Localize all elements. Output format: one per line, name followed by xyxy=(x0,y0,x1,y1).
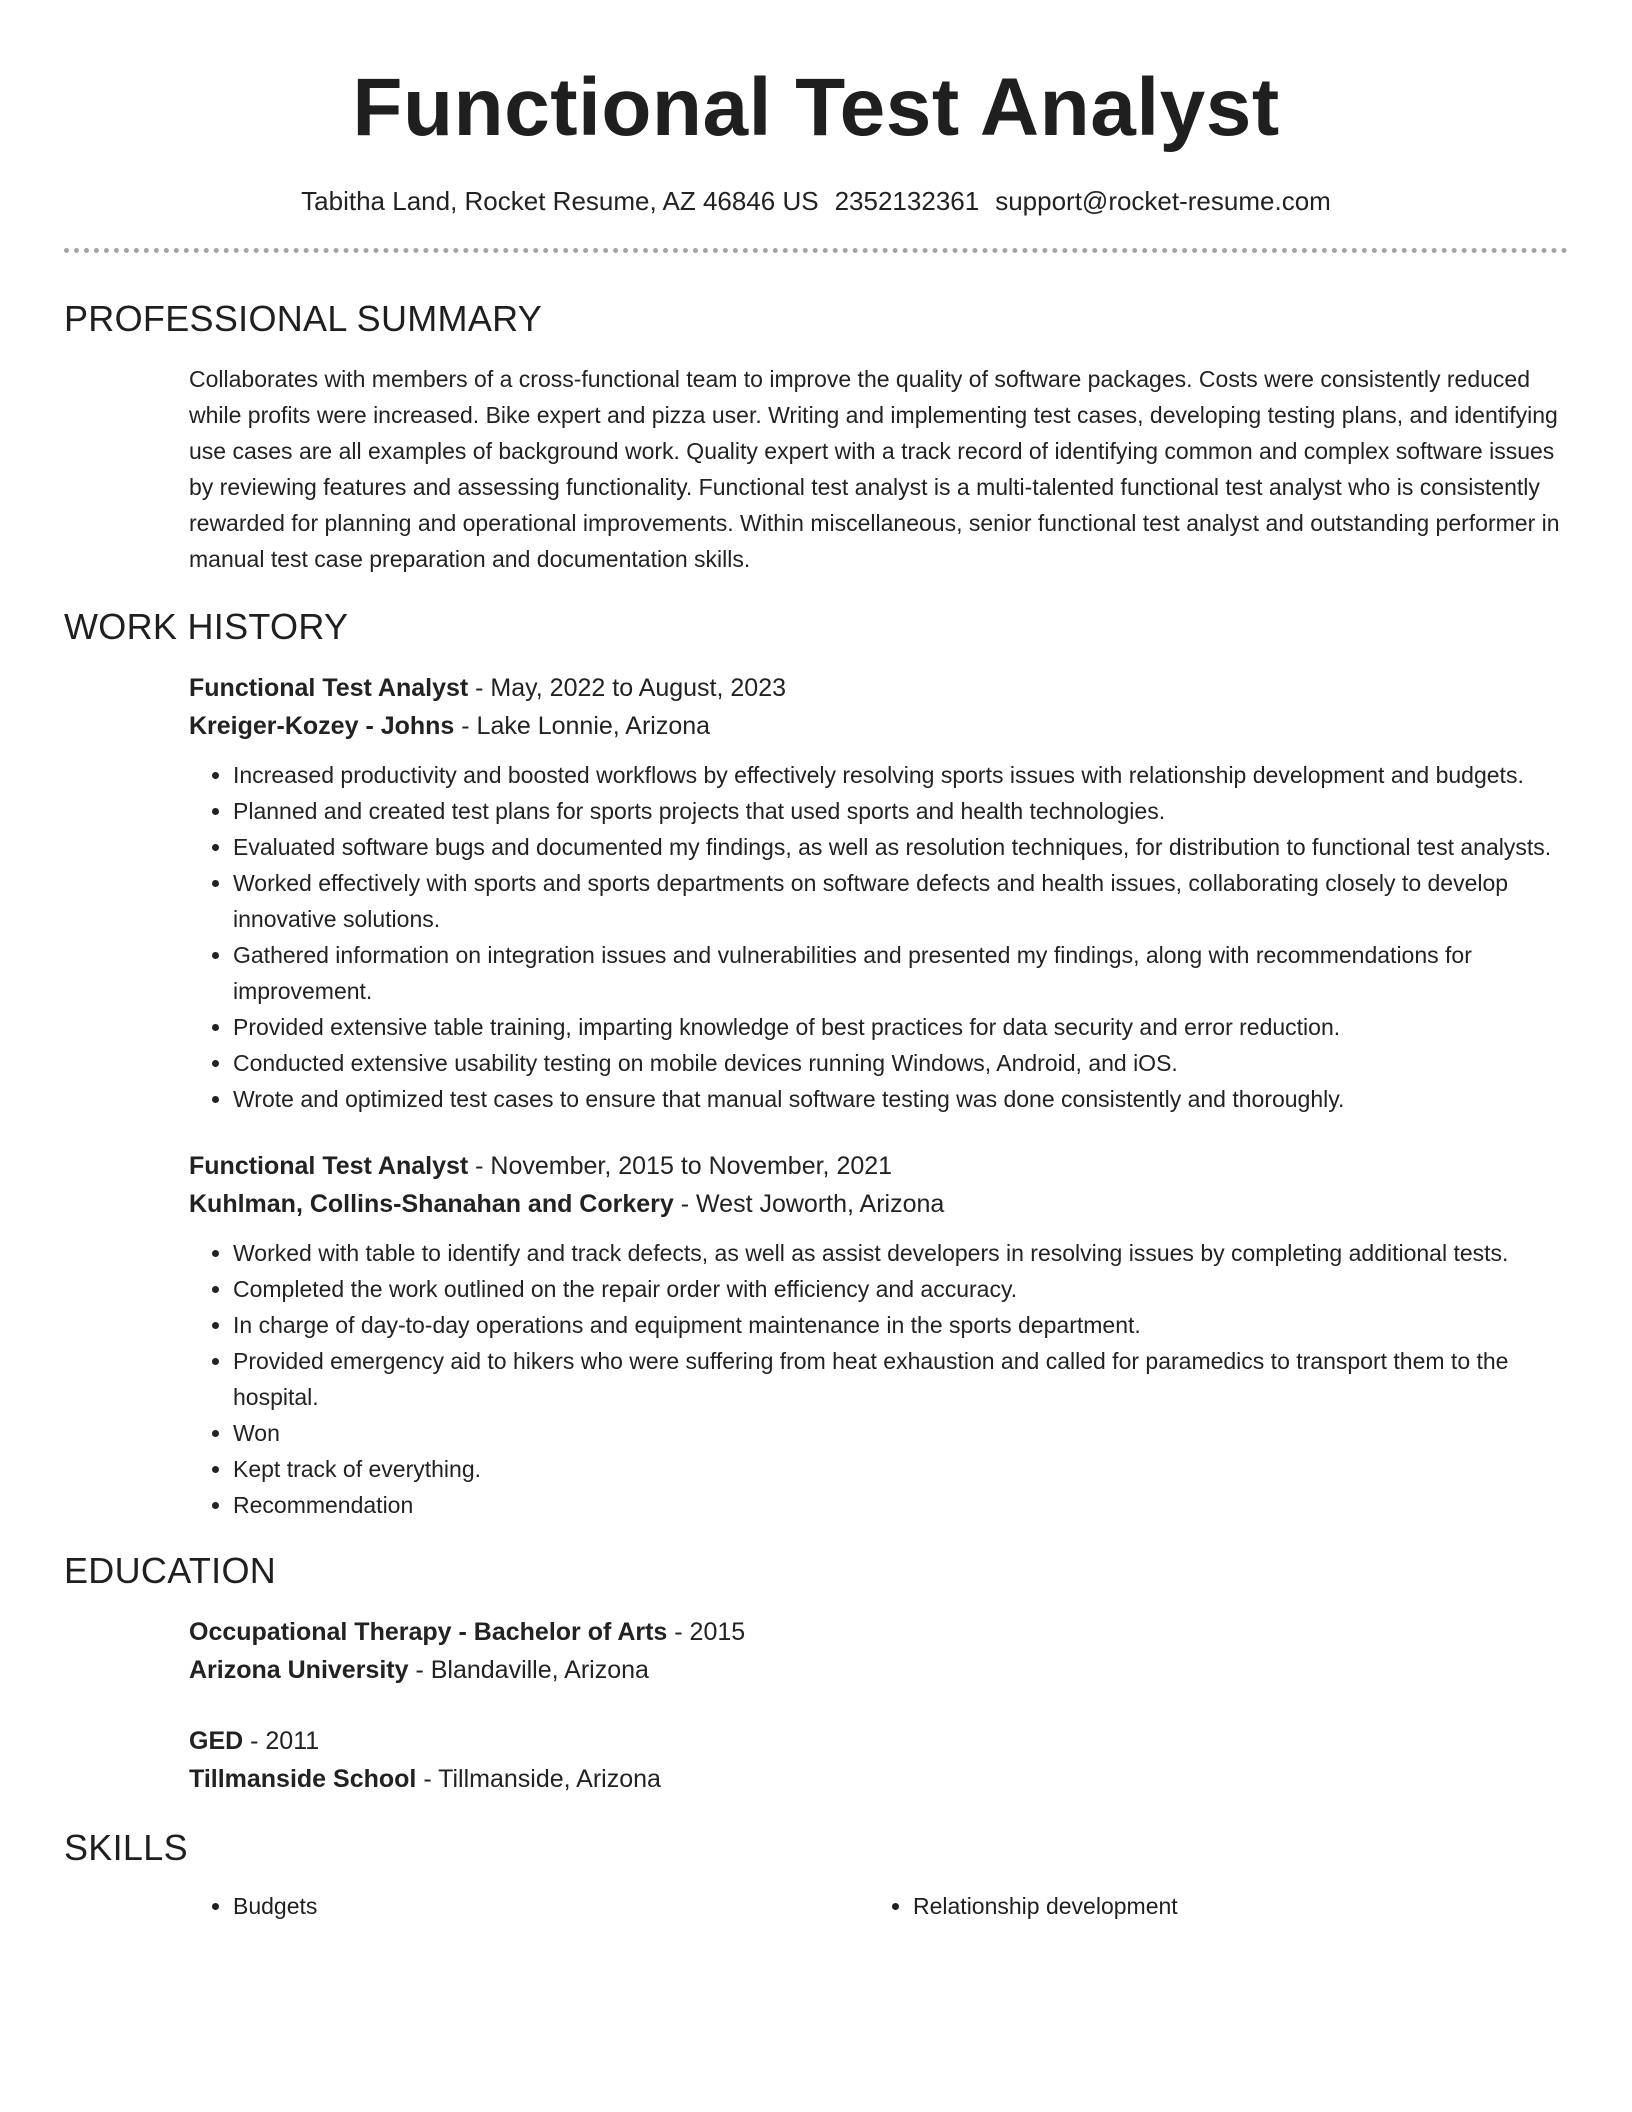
job-bullet: • Planned and created test plans for sports projects that used sports and health technologies. xyxy=(233,793,1568,829)
skills-column xyxy=(869,1888,1549,1924)
job-company-line xyxy=(189,1185,1568,1223)
contact-address: Tabitha Land, Rocket Resume, AZ 46846 US xyxy=(301,186,819,216)
skill-item: • Relationship development xyxy=(913,1888,1549,1924)
job-bullet: • Wrote and optimized test cases to ensure that manual software testing was done consistently and thoroughly. xyxy=(233,1081,1568,1117)
contact-email[interactable]: support@rocket-resume.com xyxy=(995,186,1331,216)
job-bullets xyxy=(189,1235,1568,1523)
job-dates: - May, 2022 to August, 2023 xyxy=(468,674,787,702)
job-bullet: • Worked effectively with sports and sports departments on software defects and health issues, collaborating closely to develop innovative solutions. xyxy=(233,865,1568,937)
education-school: Tillmanside School xyxy=(189,1765,417,1793)
job-title-line xyxy=(189,669,1568,707)
skills-column xyxy=(189,1888,869,1924)
education-degree-line xyxy=(189,1613,1568,1651)
contact-phone: 2352132361 xyxy=(834,186,980,216)
job-bullet: • Completed the work outlined on the repair order with efficiency and accuracy. xyxy=(233,1271,1568,1307)
job-bullet: • Recommendation xyxy=(233,1487,1568,1523)
education-year: - 2011 xyxy=(243,1727,320,1755)
job-bullet: • Increased productivity and boosted workflows by effectively resolving sports issues with relationship development and budgets. xyxy=(233,757,1568,793)
job-entry xyxy=(189,1147,1568,1523)
education-entry xyxy=(189,1613,1568,1689)
job-title: Functional Test Analyst xyxy=(189,674,469,702)
section-heading-work-history: WORK HISTORY xyxy=(64,606,349,647)
job-company: Kuhlman, Collins-Shanahan and Corkery xyxy=(189,1190,674,1218)
education-degree: Occupational Therapy - Bachelor of Arts xyxy=(189,1618,668,1646)
job-location: - West Joworth, Arizona xyxy=(673,1190,945,1218)
skills-list xyxy=(189,1888,1568,1924)
summary-text: Collaborates with members of a cross-functional team to improve the quality of software packages. Costs were consistently reduced while profits were increased. Bike expert and pizza user. Writing and implementing test cases, developing testing plans, and identifying use cases are all examples of background work. Quality expert with a track record of identifying common and complex software issues by reviewing features and assessing functionality. Functional test analyst is a multi-talented functional test analyst who is consistently rewarded for planning and operational improvements. Within miscellaneous, senior functional test analyst and outstanding performer in manual test case preparation and documentation skills. xyxy=(189,366,1560,572)
section-heading-skills: SKILLS xyxy=(64,1827,188,1868)
job-bullet: • Kept track of everything. xyxy=(233,1451,1568,1487)
job-bullet: • Provided extensive table training, imparting knowledge of best practices for data security and error reduction. xyxy=(233,1009,1568,1045)
education-entry xyxy=(189,1722,1568,1798)
resume-page xyxy=(64,0,1568,1924)
education-school-line xyxy=(189,1760,1568,1798)
job-bullet: • Conducted extensive usability testing on mobile devices running Windows, Android, and iOS. xyxy=(233,1045,1568,1081)
job-company-line xyxy=(189,707,1568,745)
resume-title: Functional Test Analyst xyxy=(352,62,1280,153)
job-location: - Lake Lonnie, Arizona xyxy=(454,712,711,740)
summary-block xyxy=(189,361,1568,577)
job-bullet: • Provided emergency aid to hikers who were suffering from heat exhaustion and called for paramedics to transport them to the hospital. xyxy=(233,1343,1568,1415)
education-degree-line xyxy=(189,1722,1568,1760)
education-degree: GED xyxy=(189,1727,244,1755)
job-title: Functional Test Analyst xyxy=(189,1152,469,1180)
job-company: Kreiger-Kozey - Johns xyxy=(189,712,455,740)
education-year: - 2015 xyxy=(667,1618,746,1646)
education-school: Arizona University xyxy=(189,1656,409,1684)
job-bullets xyxy=(189,757,1568,1117)
job-entry xyxy=(189,669,1568,1117)
section-heading-summary: PROFESSIONAL SUMMARY xyxy=(64,298,543,339)
job-dates: - November, 2015 to November, 2021 xyxy=(468,1152,893,1180)
job-title-line xyxy=(189,1147,1568,1185)
job-bullet: • Won xyxy=(233,1415,1568,1451)
job-bullet: • Gathered information on integration issues and vulnerabilities and presented my findings, along with recommendations for improvement. xyxy=(233,937,1568,1009)
job-bullet: • Evaluated software bugs and documented my findings, as well as resolution techniques, for distribution to functional test analysts. xyxy=(233,829,1568,865)
header-divider xyxy=(64,248,1568,253)
education-school-line xyxy=(189,1651,1568,1689)
section-heading-education: EDUCATION xyxy=(64,1550,277,1591)
job-bullet: • Worked with table to identify and track defects, as well as assist developers in resolving issues by completing additional tests. xyxy=(233,1235,1568,1271)
education-location: - Blandaville, Arizona xyxy=(408,1656,649,1684)
contact-line xyxy=(64,184,1568,218)
skill-item: • Budgets xyxy=(233,1888,869,1924)
education-location: - Tillmanside, Arizona xyxy=(416,1765,661,1793)
job-bullet: • In charge of day-to-day operations and equipment maintenance in the sports department. xyxy=(233,1307,1568,1343)
